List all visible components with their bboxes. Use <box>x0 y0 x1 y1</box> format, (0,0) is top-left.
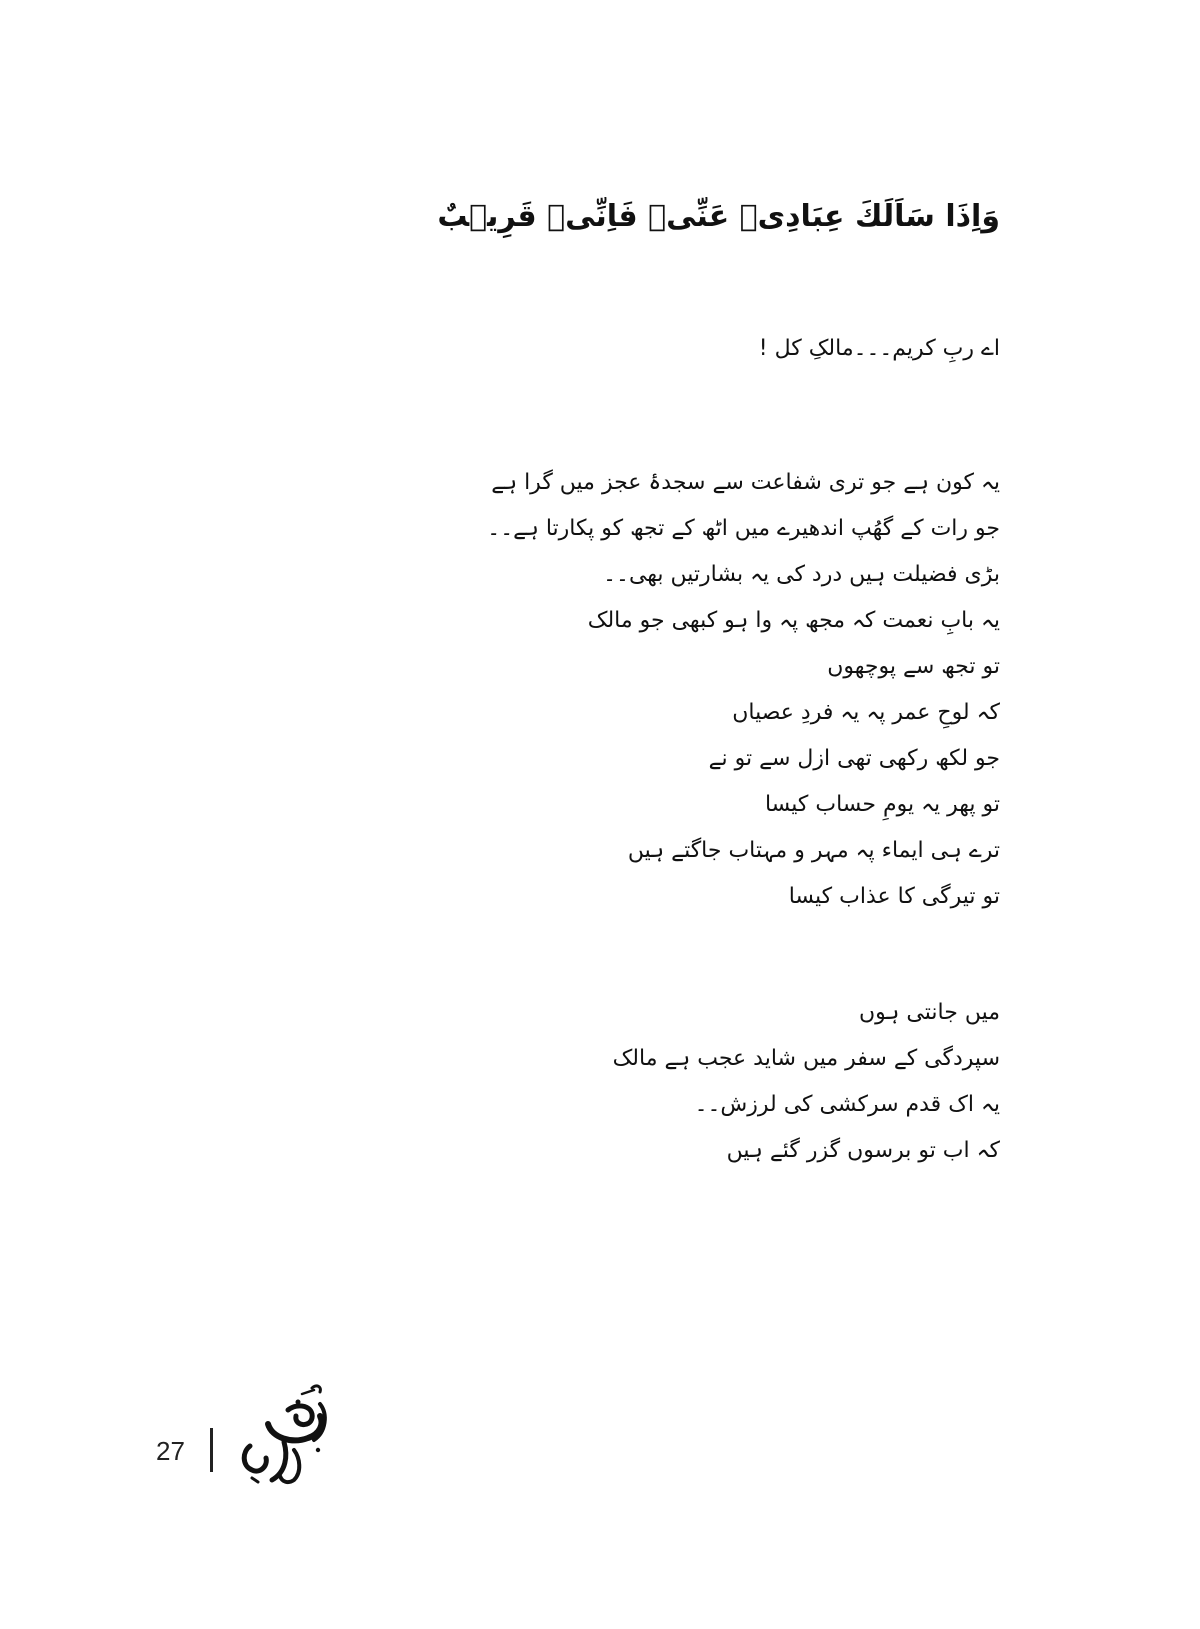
poem <box>280 326 1000 1174</box>
poem-salutation: اے ربِ کریم۔۔۔مالکِ کل ! <box>758 336 1000 361</box>
poem-line: تو تجھ سے پوچھوں <box>827 654 1000 679</box>
poem-line: یہ بابِ نعمت کہ مجھ پہ وا ہو کبھی جو مالک <box>587 608 1000 633</box>
calligraphy-logo <box>228 1380 348 1490</box>
poem-line: جو لکھ رکھی تھی ازل سے تو نے <box>708 746 1000 771</box>
page-number: 27 <box>156 1436 185 1466</box>
quranic-verse-heading: وَاِذَا سَاَلَكَ عِبَادِیۡ عَنِّیۡ فَاِنِّیۡ قَرِیۡبٌ <box>437 199 1000 234</box>
poem-line: یہ کون ہے جو تری شفاعت سے سجدۂ عجز میں گرا ہے <box>491 470 1000 495</box>
poem-line: تو پھر یہ یومِ حساب کیسا <box>764 792 1000 817</box>
poem-line: کہ لوحِ عمر پہ یہ فردِ عصیاں <box>732 700 1000 725</box>
stanza-spacer <box>280 372 1000 460</box>
stanza-spacer <box>280 920 1000 990</box>
page-footer <box>140 1380 380 1490</box>
poem-line: تو تیرگی کا عذاب کیسا <box>788 884 1000 909</box>
poem-line: سپردگی کے سفر میں شاید عجب ہے مالک <box>612 1046 1000 1071</box>
poem-line: جو رات کے گھُپ اندھیرے میں اٹھ کے تجھ کو پکارتا ہے۔۔ <box>487 516 1000 541</box>
poem-line: میں جانتی ہوں <box>859 1000 1000 1025</box>
poem-line: یہ اک قدم سرکشی کی لرزش۔۔ <box>694 1092 1000 1117</box>
poem-line: ترے ہی ایماء پہ مہر و مہتاب جاگتے ہیں <box>627 838 1000 863</box>
poem-line: کہ اب تو برسوں گزر گئے ہیں <box>726 1138 1000 1163</box>
poem-line: بڑی فضیلت ہیں درد کی یہ بشارتیں بھی۔۔ <box>603 562 1000 587</box>
footer-divider <box>210 1428 213 1472</box>
